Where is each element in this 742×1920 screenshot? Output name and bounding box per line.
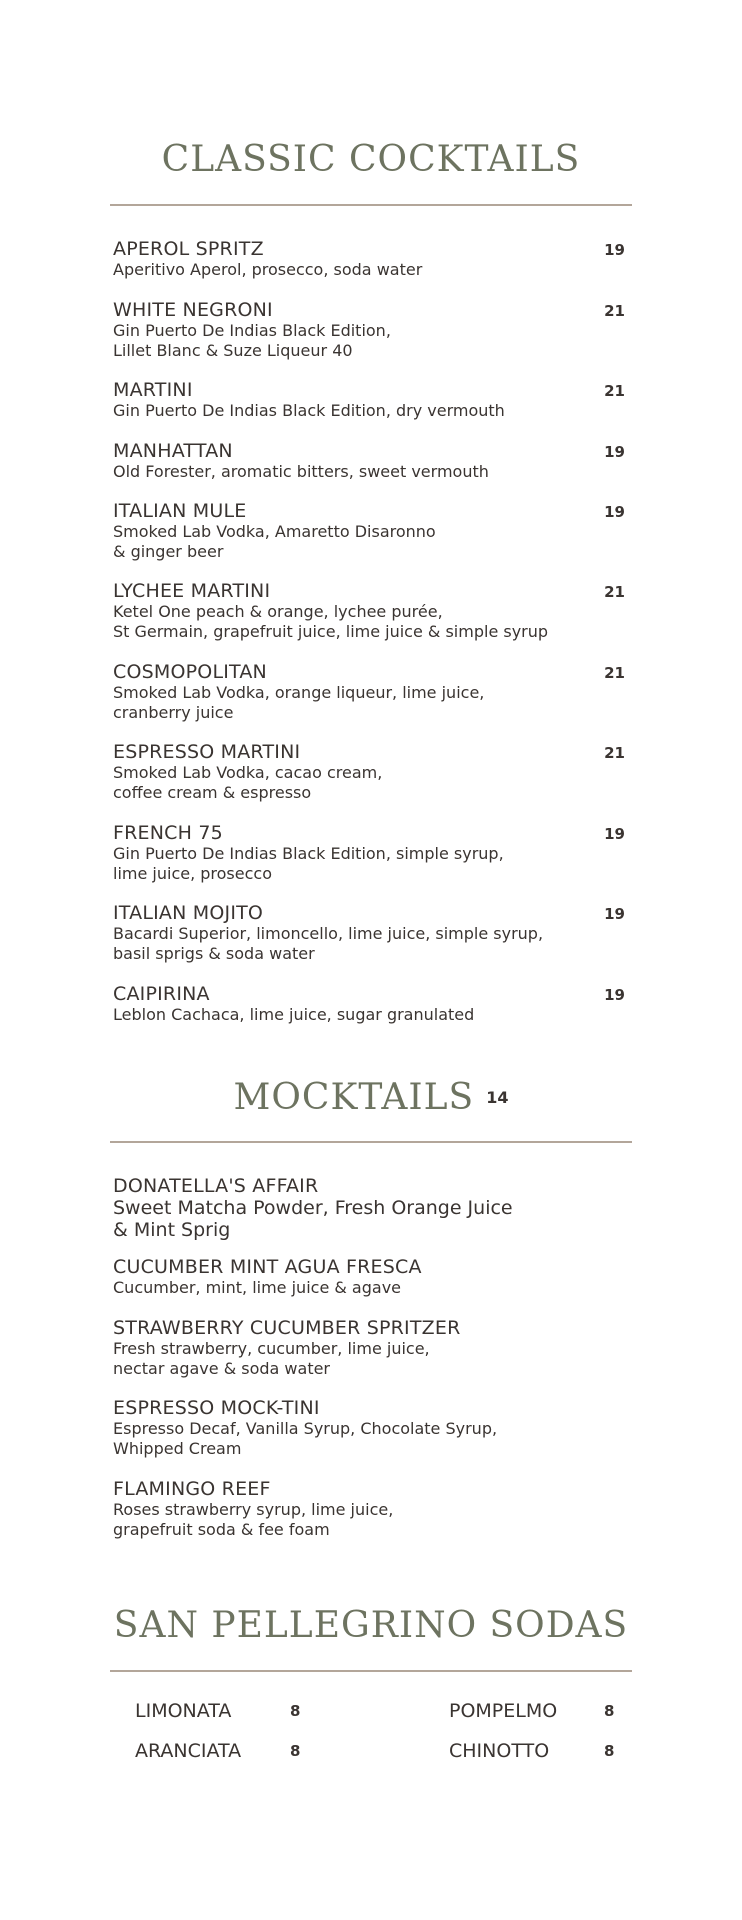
item-description: Smoked Lab Vodka, orange liqueur, lime juice, cranberry juice	[113, 683, 485, 722]
item-price: 19	[604, 905, 625, 923]
soda-name: CHINOTTO	[449, 1740, 550, 1762]
item-price: 19	[604, 241, 625, 259]
item-price: 21	[604, 382, 625, 400]
item-name: COSMOPOLITAN	[113, 661, 267, 683]
mocktails-title-text: MOCKTAILS	[233, 1077, 475, 1118]
menu-item	[113, 983, 633, 1025]
soda-item	[135, 1740, 335, 1764]
section-divider	[110, 204, 632, 206]
menu-item	[113, 440, 633, 482]
item-name: ESPRESSO MOCK-TINI	[113, 1397, 320, 1419]
item-price: 21	[604, 664, 625, 682]
mocktails-title	[0, 1076, 742, 1120]
menu-item	[113, 500, 633, 562]
item-description: Gin Puerto De Indias Black Edition, Lillet Blanc & Suze Liqueur 40	[113, 321, 391, 360]
item-description: Cucumber, mint, lime juice & agave	[113, 1278, 402, 1297]
item-price: 21	[604, 583, 625, 601]
item-name: ITALIAN MULE	[113, 500, 247, 522]
item-price: 19	[604, 443, 625, 461]
menu-item	[113, 1397, 633, 1459]
item-description: Leblon Cachaca, lime juice, sugar granulated	[113, 1005, 475, 1024]
item-name: ITALIAN MOJITO	[113, 902, 264, 924]
classic-cocktails-title: CLASSIC COCKTAILS	[161, 139, 581, 180]
item-description: Aperitivo Aperol, prosecco, soda water	[113, 260, 423, 279]
item-name: APEROL SPRITZ	[113, 238, 264, 260]
section-divider	[110, 1141, 632, 1143]
soda-price: 8	[290, 1702, 301, 1720]
item-description: Gin Puerto De Indias Black Edition, simple syrup, lime juice, prosecco	[113, 844, 504, 883]
item-description: Old Forester, aromatic bitters, sweet vermouth	[113, 462, 489, 481]
soda-name: POMPELMO	[449, 1700, 558, 1722]
item-description: Gin Puerto De Indias Black Edition, dry vermouth	[113, 401, 505, 420]
item-name: CAIPIRINA	[113, 983, 210, 1005]
item-name: FLAMINGO REEF	[113, 1478, 271, 1500]
soda-name: LIMONATA	[135, 1700, 232, 1722]
soda-item	[135, 1700, 335, 1724]
item-description: Ketel One peach & orange, lychee purée, St Germain, grapefruit juice, lime juice & simple syrup	[113, 602, 549, 641]
item-name: DONATELLA'S AFFAIR	[113, 1175, 319, 1197]
soda-name: ARANCIATA	[135, 1740, 242, 1762]
menu-item	[113, 1317, 633, 1379]
item-name: FRENCH 75	[113, 822, 223, 844]
item-price: 21	[604, 744, 625, 762]
item-description: Fresh strawberry, cucumber, lime juice, nectar agave & soda water	[113, 1339, 430, 1378]
item-name: STRAWBERRY CUCUMBER SPRITZER	[113, 1317, 461, 1339]
item-description: Espresso Decaf, Vanilla Syrup, Chocolate Syrup, Whipped Cream	[113, 1419, 498, 1458]
item-name: MARTINI	[113, 379, 193, 401]
item-name: WHITE NEGRONI	[113, 299, 273, 321]
menu-item	[113, 299, 633, 361]
item-description: Sweet Matcha Powder, Fresh Orange Juice & Mint Sprig	[113, 1197, 513, 1241]
item-name: LYCHEE MARTINI	[113, 580, 271, 602]
item-description: Smoked Lab Vodka, Amaretto Disaronno & ginger beer	[113, 522, 436, 561]
item-price: 19	[604, 503, 625, 521]
soda-item	[449, 1740, 649, 1764]
mocktails-price: 14	[486, 1088, 509, 1107]
item-description: Bacardi Superior, limoncello, lime juice, simple syrup, basil sprigs & soda water	[113, 924, 544, 963]
menu-item	[113, 580, 633, 642]
soda-price: 8	[604, 1702, 615, 1720]
soda-price: 8	[604, 1742, 615, 1760]
item-name: MANHATTAN	[113, 440, 233, 462]
sodas-list	[135, 1700, 615, 1780]
menu-item	[113, 902, 633, 964]
menu-item	[113, 661, 633, 723]
item-price: 21	[604, 302, 625, 320]
item-price: 19	[604, 825, 625, 843]
menu-item	[113, 1478, 633, 1540]
item-description: Smoked Lab Vodka, cacao cream, coffee cream & espresso	[113, 763, 383, 802]
menu-item	[113, 379, 633, 421]
soda-price: 8	[290, 1742, 301, 1760]
item-price: 19	[604, 986, 625, 1004]
sodas-title: SAN PELLEGRINO SODAS	[113, 1605, 629, 1646]
item-description: Roses strawberry syrup, lime juice, grapefruit soda & fee foam	[113, 1500, 394, 1539]
menu-item	[113, 1256, 633, 1298]
item-name: CUCUMBER MINT AGUA FRESCA	[113, 1256, 422, 1278]
soda-item	[449, 1700, 649, 1724]
menu-item	[113, 1175, 633, 1241]
menu-item	[113, 238, 633, 280]
menu-item	[113, 822, 633, 884]
item-name: ESPRESSO MARTINI	[113, 741, 301, 763]
menu-item	[113, 741, 633, 803]
section-divider	[110, 1670, 632, 1672]
